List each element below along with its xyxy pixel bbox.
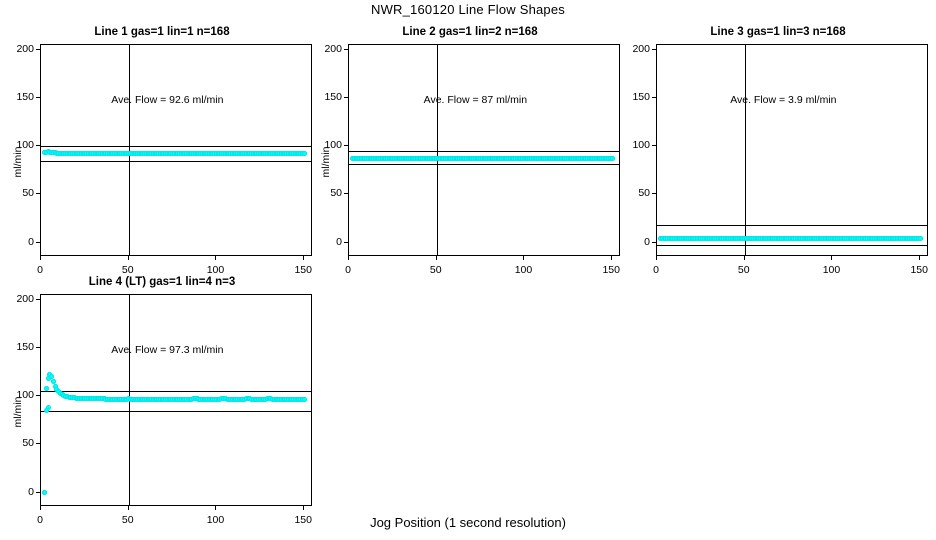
x-tick-label: 0 [37,514,43,526]
plot-area [348,44,620,256]
panel-title: Line 3 gas=1 lin=3 n=168 [710,26,846,38]
reference-hline [41,391,311,392]
reference-hline [41,146,311,147]
x-tick-label: 150 [294,264,312,276]
x-tick-mark [831,256,832,260]
y-tick-mark [36,97,40,98]
axis-label-y: ml/min [12,146,24,178]
x-tick-label: 100 [822,264,841,276]
data-point [302,151,307,156]
x-tick-mark [919,256,920,260]
y-tick-mark [652,193,656,194]
y-tick-label: 0 [28,235,34,248]
x-tick-label: 50 [737,264,750,276]
x-tick-mark [523,256,524,260]
x-tick-label: 50 [429,264,442,276]
x-tick-label: 50 [121,264,134,276]
x-tick-label: 100 [206,264,225,276]
x-tick-mark [40,506,41,510]
y-tick-label: 0 [644,235,650,248]
y-tick-label: 0 [28,485,34,498]
average-flow-annotation: Ave. Flow = 3.9 ml/min [730,93,837,106]
reference-hline [349,164,619,165]
y-tick-label: 200 [324,42,342,55]
reference-hline [349,151,619,152]
y-tick-mark [36,49,40,50]
x-tick-mark [215,256,216,260]
y-tick-mark [36,347,40,348]
x-tick-label: 150 [602,264,620,276]
x-tick-label: 150 [294,514,312,526]
x-tick-label: 0 [653,264,659,276]
y-tick-label: 150 [632,91,650,103]
y-tick-mark [652,242,656,243]
reference-hline [41,411,311,412]
y-tick-label: 50 [330,187,342,200]
y-tick-mark [36,145,40,146]
data-point [918,236,923,241]
y-tick-mark [652,145,656,146]
data-point [302,397,307,402]
y-tick-label: 50 [22,437,34,450]
y-tick-label: 100 [16,139,34,152]
panel-title: Line 2 gas=1 lin=2 n=168 [402,26,538,38]
x-tick-mark [215,506,216,510]
y-tick-label: 150 [324,91,342,103]
data-point [610,156,615,161]
y-tick-mark [344,97,348,98]
axis-label-y: ml/min [12,396,24,428]
y-tick-mark [36,395,40,396]
y-tick-mark [36,492,40,493]
y-tick-mark [344,242,348,243]
x-tick-mark [348,256,349,260]
reference-vline [437,45,438,255]
figure-title: NWR_160120 Line Flow Shapes [370,2,565,17]
plot-area [40,44,312,256]
data-point [44,386,49,391]
y-tick-mark [344,49,348,50]
data-point [42,490,47,495]
x-tick-label: 50 [121,514,134,526]
x-tick-mark [303,256,304,260]
x-tick-label: 100 [514,264,533,276]
x-tick-mark [128,256,129,260]
y-tick-label: 100 [632,139,650,152]
reference-vline [745,45,746,255]
y-tick-label: 200 [16,292,34,305]
panel-line-1 [12,26,312,276]
x-tick-mark [128,506,129,510]
y-tick-label: 50 [638,187,650,200]
average-flow-annotation: Ave. Flow = 87 ml/min [423,93,528,106]
x-tick-mark [744,256,745,260]
panel-line-3 [628,26,928,276]
reference-hline [657,245,927,246]
x-tick-mark [656,256,657,260]
plot-area [40,294,312,506]
average-flow-annotation: Ave. Flow = 97.3 ml/min [111,343,224,356]
y-tick-label: 200 [16,42,34,55]
y-tick-mark [344,145,348,146]
x-tick-label: 0 [37,264,43,276]
y-tick-mark [652,97,656,98]
y-tick-label: 0 [336,235,342,248]
y-tick-mark [344,193,348,194]
y-tick-mark [36,193,40,194]
reference-hline [41,161,311,162]
y-tick-mark [36,299,40,300]
x-tick-mark [303,506,304,510]
panel-title: Line 4 (LT) gas=1 lin=4 n=3 [88,276,236,288]
panel-line-4 [12,276,312,526]
y-tick-label: 150 [16,91,34,103]
y-tick-label: 100 [16,389,34,402]
figure-xlabel: Jog Position (1 second resolution) [370,515,566,530]
data-point [46,405,51,410]
panel-line-2 [320,26,620,276]
axis-label-y: ml/min [320,146,332,178]
x-tick-label: 150 [910,264,928,276]
panel-title: Line 1 gas=1 lin=1 n=168 [94,26,230,38]
y-tick-label: 50 [22,187,34,200]
y-tick-mark [652,49,656,50]
reference-hline [657,225,927,226]
y-tick-label: 100 [324,139,342,152]
average-flow-annotation: Ave. Flow = 92.6 ml/min [111,93,224,106]
y-tick-mark [36,443,40,444]
x-tick-mark [40,256,41,260]
x-tick-mark [436,256,437,260]
y-tick-mark [36,242,40,243]
y-tick-label: 150 [16,341,34,353]
x-tick-label: 100 [206,514,225,526]
x-tick-mark [611,256,612,260]
y-tick-label: 200 [632,42,650,55]
x-tick-label: 0 [345,264,351,276]
plot-area [656,44,928,256]
